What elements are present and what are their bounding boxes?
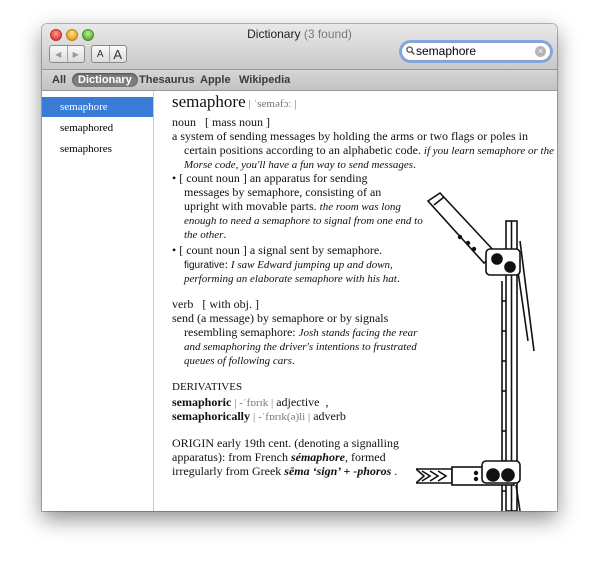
verb-example-a: Josh stands facing the rear: [298, 327, 418, 339]
tab-apple[interactable]: Apple: [200, 74, 231, 86]
derivative-1-pron: | -ˈfɒrɪk |: [234, 397, 274, 409]
noun-sub2-line1: [172, 243, 382, 258]
noun-sub2-text1: a signal sent by semaphore.: [249, 243, 383, 257]
noun-pos-line: [172, 115, 270, 130]
derivative-1-word: semaphoric: [172, 395, 232, 409]
found-count: (3 found): [303, 27, 352, 41]
noun-sub2-example-a: I saw Edward jumping up and down,: [230, 259, 393, 271]
search-icon: [406, 46, 415, 55]
search-input[interactable]: semaphore: [416, 44, 477, 58]
result-item-semaphored[interactable]: semaphored: [60, 122, 114, 134]
noun-sub1-text3: upright with movable parts.: [184, 199, 317, 213]
verb-pos: verb: [172, 297, 194, 311]
noun-sub1-line2: messages by semaphore, consisting of an: [184, 185, 382, 199]
noun-def1-example-a: if you learn semaphore or the: [423, 145, 554, 157]
noun-sub1-end: .: [223, 227, 227, 241]
derivative-2-pos: adverb: [313, 409, 346, 423]
derivative-1: [172, 395, 329, 410]
entry-header: [172, 92, 296, 112]
origin-end: .: [394, 464, 398, 478]
railway-semaphore-signal-illustration: [416, 191, 556, 511]
verb-def-line3: [184, 339, 417, 354]
result-item-semaphores[interactable]: semaphores: [60, 143, 112, 155]
clear-search-icon[interactable]: ×: [535, 46, 546, 57]
tab-dictionary[interactable]: Dictionary: [72, 73, 138, 87]
origin-text2a: apparatus): from French: [172, 450, 288, 464]
derivative-1-comma: ,: [325, 395, 329, 409]
noun-sub1-example-b: enough to need a semaphore to signal from one end to: [184, 215, 423, 227]
origin-text2b: , formed: [344, 450, 386, 464]
verb-def-text2: resembling semaphore:: [184, 325, 296, 339]
bullet-1: •: [172, 171, 177, 185]
derivative-2-pron: | -ˈfɒrɪk(ə)li |: [253, 411, 311, 423]
bullet-2: •: [172, 243, 177, 257]
decrease-font-button[interactable]: A: [96, 48, 104, 60]
tab-all[interactable]: All: [52, 74, 67, 86]
origin-line1: ORIGIN early 19th cent. (denoting a signalling: [172, 436, 399, 450]
pronunciation: | ˈseməfɔː |: [248, 98, 297, 110]
noun-def1-line3: [184, 157, 416, 172]
result-item-semaphore[interactable]: semaphore: [42, 97, 153, 117]
window-title: [42, 27, 557, 41]
search-field[interactable]: [401, 42, 551, 61]
derivative-2-word: semaphorically: [172, 409, 250, 423]
origin-greek-word: sēma ‘sign’ + -phoros: [284, 464, 392, 478]
font-size-group: [91, 45, 127, 63]
back-button[interactable]: [50, 46, 67, 62]
derivative-2: [172, 409, 346, 424]
forward-button[interactable]: [67, 46, 85, 62]
origin-line2: [172, 450, 386, 465]
history-nav-group: [49, 45, 85, 63]
noun-sub1-line1: [172, 171, 368, 186]
origin-french-word: sémaphore: [290, 450, 345, 464]
tab-wikipedia[interactable]: Wikipedia: [239, 74, 291, 86]
noun-sub1-text1: an apparatus for sending: [249, 171, 368, 185]
derivative-1-pos: adjective: [276, 395, 320, 409]
verb-grammar: [ with obj. ]: [202, 297, 259, 311]
noun-sub1-grammar: [ count noun ]: [179, 171, 247, 185]
back-arrow-icon: ◀: [55, 49, 62, 59]
noun-pos: noun: [172, 115, 196, 129]
noun-def1-text2: certain positions according to an alphabetic code.: [184, 143, 421, 157]
headword: semaphore: [172, 92, 246, 111]
noun-sub1-example-c: the other: [184, 229, 224, 241]
title-bar: [42, 24, 557, 70]
verb-pos-line: [172, 297, 259, 312]
derivatives-heading: DERIVATIVES: [172, 381, 243, 393]
noun-sub2-end: .: [396, 271, 400, 285]
noun-sub1-line5: [184, 227, 226, 242]
verb-def-line1: send (a message) by semaphore or by signals: [172, 311, 389, 325]
origin-line3: [172, 464, 397, 479]
verb-example-end: .: [291, 353, 295, 367]
noun-sub1-line3: [184, 199, 401, 214]
noun-sub2-line2: [184, 257, 393, 272]
verb-def-line4: [184, 353, 295, 368]
noun-sub2-line3: [184, 271, 400, 286]
noun-def1-line2: [184, 143, 554, 158]
noun-def1-example-b: Morse code, you'll have a fun way to send messages: [184, 159, 414, 171]
noun-sub2-colon: :: [224, 257, 228, 271]
noun-def1-end: .: [413, 157, 417, 171]
noun-sub1-line4: [184, 213, 423, 228]
tab-thesaurus[interactable]: Thesaurus: [139, 74, 195, 86]
entry-content: [154, 91, 557, 511]
verb-def-line2: [184, 325, 417, 340]
noun-grammar: [ mass noun ]: [205, 115, 270, 129]
results-sidebar: [42, 91, 154, 511]
noun-sub2-register: figurative: [184, 260, 225, 271]
dictionary-window: [42, 24, 557, 511]
noun-sub1-example-a: the room was long: [319, 201, 401, 213]
increase-font-button[interactable]: A: [109, 46, 127, 62]
origin-text3a: irregularly from Greek: [172, 464, 282, 478]
source-tab-bar: [42, 70, 557, 91]
noun-sub2-grammar: [ count noun ]: [179, 243, 247, 257]
verb-example-b: and semaphoring the driver's intentions to frustrated: [184, 341, 417, 353]
verb-example-c: queues of following cars: [184, 355, 292, 367]
forward-arrow-icon: ▶: [72, 49, 79, 59]
noun-def1-line1: a system of sending messages by holding the arms or two flags or poles in: [172, 129, 528, 143]
window-title-text: Dictionary: [247, 27, 301, 41]
noun-sub2-example-b: performing an elaborate semaphore with his hat: [184, 273, 397, 285]
